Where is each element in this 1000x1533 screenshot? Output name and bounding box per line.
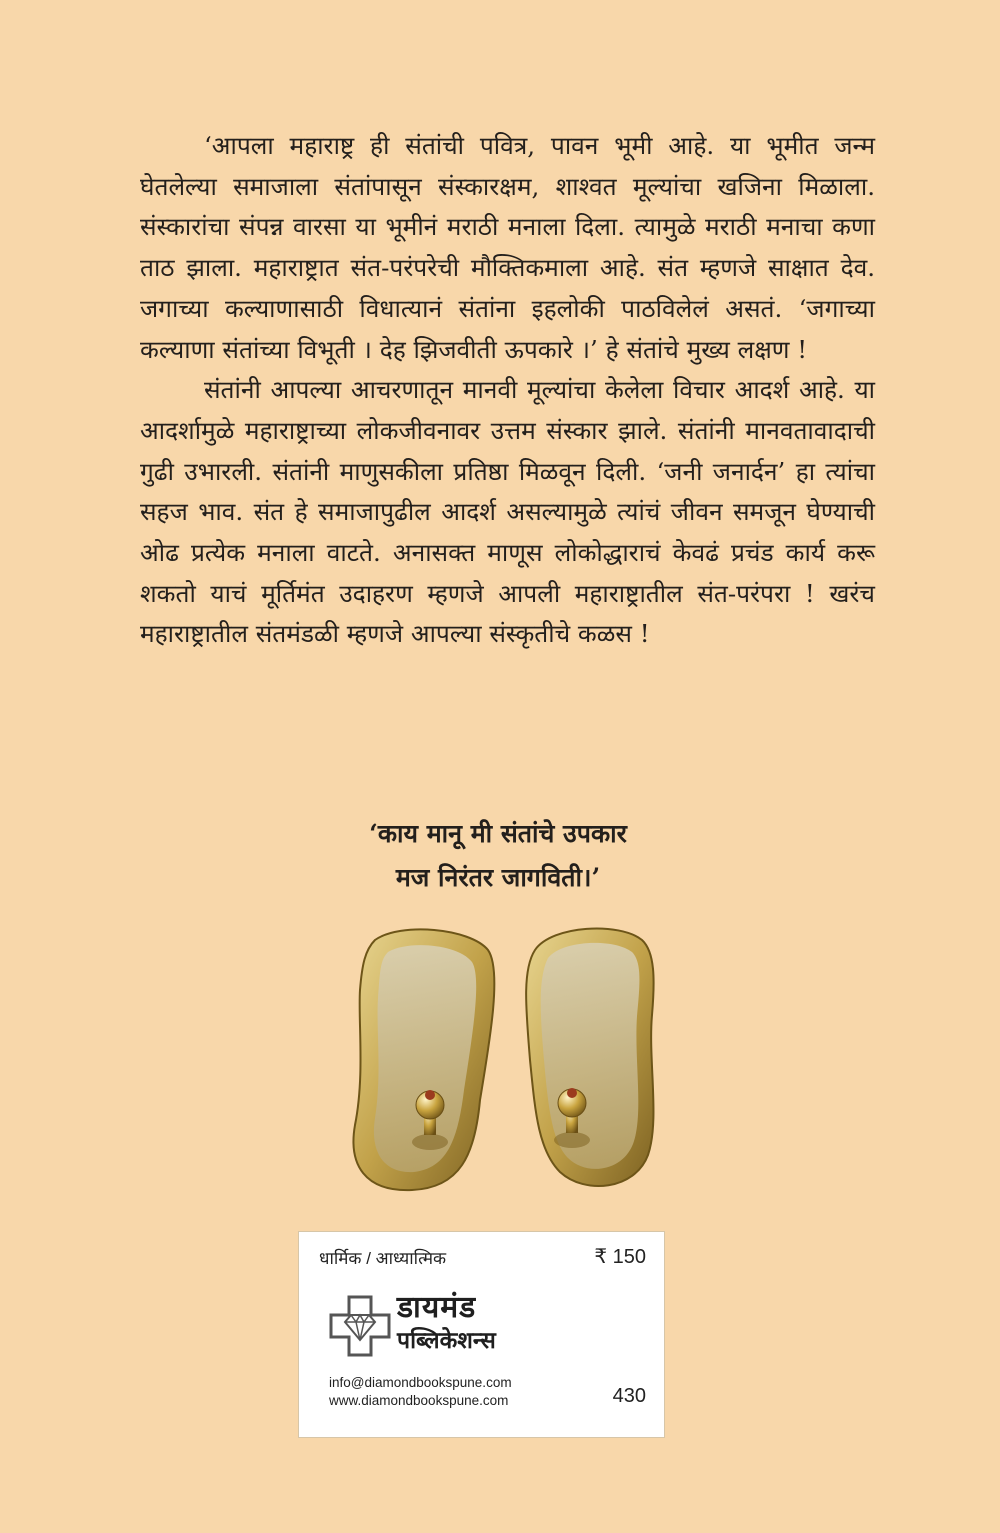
right-paduka (526, 929, 654, 1187)
publisher-contact (329, 1374, 512, 1410)
left-paduka (353, 929, 494, 1190)
publisher-name (397, 1290, 496, 1354)
blurb-paragraph-1: ‘आपला महाराष्ट्र ही संतांची पवित्र, पावन भूमी आहे. या भूमीत जन्म घेतलेल्या समाजाला संतांपासून संस्कारक्षम, शाश्वत मूल्यांचा खजिना मिळाला. संस्कारांचा संपन्न वारसा या भूमीनं मराठी मनाला दिला. त्यामुळे मराठी मनाचा कणा ताठ झाला. महाराष्ट्रात संत-परंपरेची मौक्तिकमाला आहे. संत म्हणजे साक्षात देव. जगाच्या कल्याणासाठी विधात्यानं संतांना इहलोकी पाठविलेलं असतं. ‘जगाच्या कल्याणा संतांच्या विभूती । देह झिजवीती ऊपकारे ।’ हे संतांचे मुख्य लक्षण ! (140, 131, 875, 364)
price-label: ₹ 150 (594, 1246, 646, 1268)
publisher-name-line-1: डायमंड (397, 1291, 477, 1324)
price-label-box (298, 1231, 665, 1438)
blurb-text (140, 126, 875, 655)
publisher-name-line-2: पब्लिकेशन्स (397, 1327, 496, 1353)
abhang-quote (0, 812, 1000, 900)
category-label: धार्मिक / आध्यात्मिक (319, 1249, 447, 1268)
book-code: 430 (612, 1385, 646, 1407)
quote-line-1: ‘काय मानू मी संतांचे उपकार (369, 819, 627, 848)
quote-line-2: मज निरंतर जागविती।’ (395, 863, 601, 892)
blurb-paragraph-2: संतांनी आपल्या आचरणातून मानवी मूल्यांचा केलेला विचार आदर्श आहे. या आदर्शामुळे महाराष्ट्राच्या लोकजीवनावर उत्तम संस्कार झाले. संतांनी मानवतावादाची गुढी उभारली. संतांनी माणुसकीला प्रतिष्ठा मिळवून दिली. ‘जनी जनार्दन’ हा त्यांचा सहज भाव. संत हे समाजापुढील आदर्श असल्यामुळे त्यांचं जीवन समजून घेण्याची ओढ प्रत्येक मनाला वाटते. अनासक्त माणूस लोकोद्धाराचं केवढं प्रचंड कार्य करू शकतो याचं मूर्तिमंत उदाहरण म्हणजे आपली महाराष्ट्रातील संत-परंपरा ! खरंच महाराष्ट्रातील संतमंडळी म्हणजे आपल्या संस्कृतीचे कळस ! (140, 375, 875, 649)
diamond-logo-icon (329, 1295, 391, 1357)
website-text: www.diamondbookspune.com (329, 1393, 509, 1408)
paduka-sandals-image (330, 910, 670, 1210)
email-text: info@diamondbookspune.com (329, 1375, 512, 1390)
